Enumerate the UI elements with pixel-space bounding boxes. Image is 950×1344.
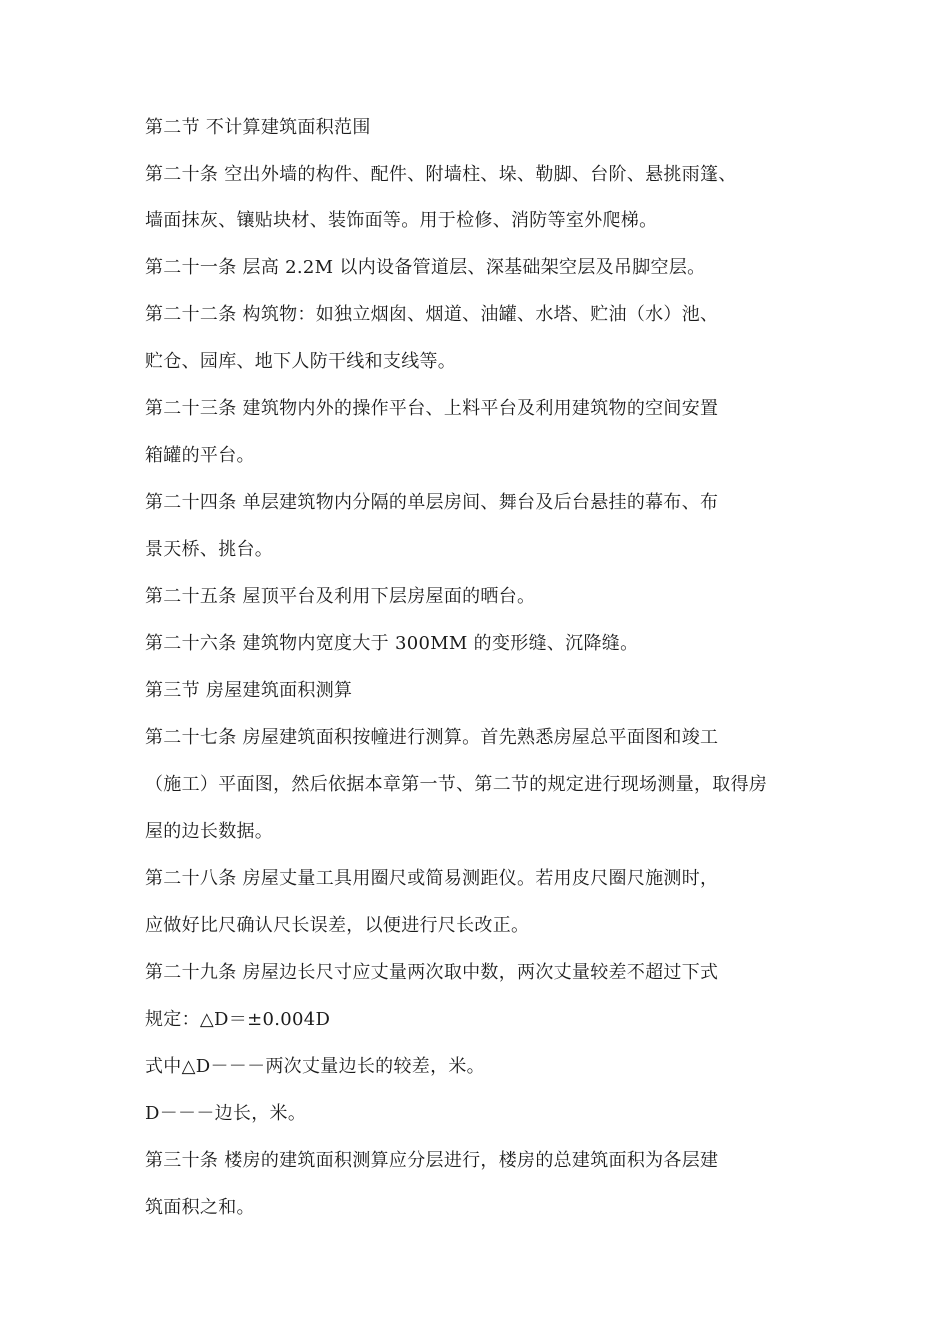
text-line: 第二十四条 单层建筑物内分隔的单层房间、舞台及后台悬挂的幕布、布 xyxy=(145,492,719,513)
text-line: 第二十八条 房屋丈量工具用圈尺或简易测距仪。若用皮尺圈尺施测时， xyxy=(145,868,719,889)
text-line: 第二十条 空出外墙的构件、配件、附墙柱、垛、勒脚、台阶、悬挑雨篷、 xyxy=(145,164,737,185)
text-line: 箱罐的平台。 xyxy=(145,445,255,466)
text-line: 第二十七条 房屋建筑面积按幢进行测算。首先熟悉房屋总平面图和竣工 xyxy=(145,727,719,748)
text-line: D－－－边长，米。 xyxy=(145,1103,307,1124)
text-line: 式中△D－－－两次丈量边长的较差，米。 xyxy=(145,1056,485,1077)
formula-line: 规定：△D＝±0.004D xyxy=(145,1009,331,1030)
text-line: 应做好比尺确认尺长误差，以便进行尺长改正。 xyxy=(145,915,530,936)
section-heading: 第三节 房屋建筑面积测算 xyxy=(145,680,353,701)
text-line: 贮仓、园库、地下人防干线和支线等。 xyxy=(145,351,457,372)
text-line: 第二十三条 建筑物内外的操作平台、上料平台及利用建筑物的空间安置 xyxy=(145,398,719,419)
text-line: 第三十条 楼房的建筑面积测算应分层进行，楼房的总建筑面积为各层建 xyxy=(145,1150,719,1171)
text-line: 屋的边长数据。 xyxy=(145,821,274,842)
section-heading: 第二节 不计算建筑面积范围 xyxy=(145,117,371,138)
text-line: （施工）平面图，然后依据本章第一节、第二节的规定进行现场测量，取得房 xyxy=(145,774,768,795)
text-line: 第二十六条 建筑物内宽度大于 300MM 的变形缝、沉降缝。 xyxy=(145,633,639,654)
text-line: 第二十五条 屋顶平台及利用下层房屋面的晒台。 xyxy=(145,586,536,607)
text-line: 筑面积之和。 xyxy=(145,1197,255,1218)
text-line: 景天桥、挑台。 xyxy=(145,539,274,560)
text-line: 第二十二条 构筑物：如独立烟囱、烟道、油罐、水塔、贮油（水）池、 xyxy=(145,304,719,325)
text-line: 第二十一条 层高 2.2M 以内设备管道层、深基础架空层及吊脚空层。 xyxy=(145,257,706,278)
text-line: 第二十九条 房屋边长尺寸应丈量两次取中数，两次丈量较差不超过下式 xyxy=(145,962,719,983)
text-line: 墙面抹灰、镶贴块材、装饰面等。用于检修、消防等室外爬梯。 xyxy=(145,210,658,231)
